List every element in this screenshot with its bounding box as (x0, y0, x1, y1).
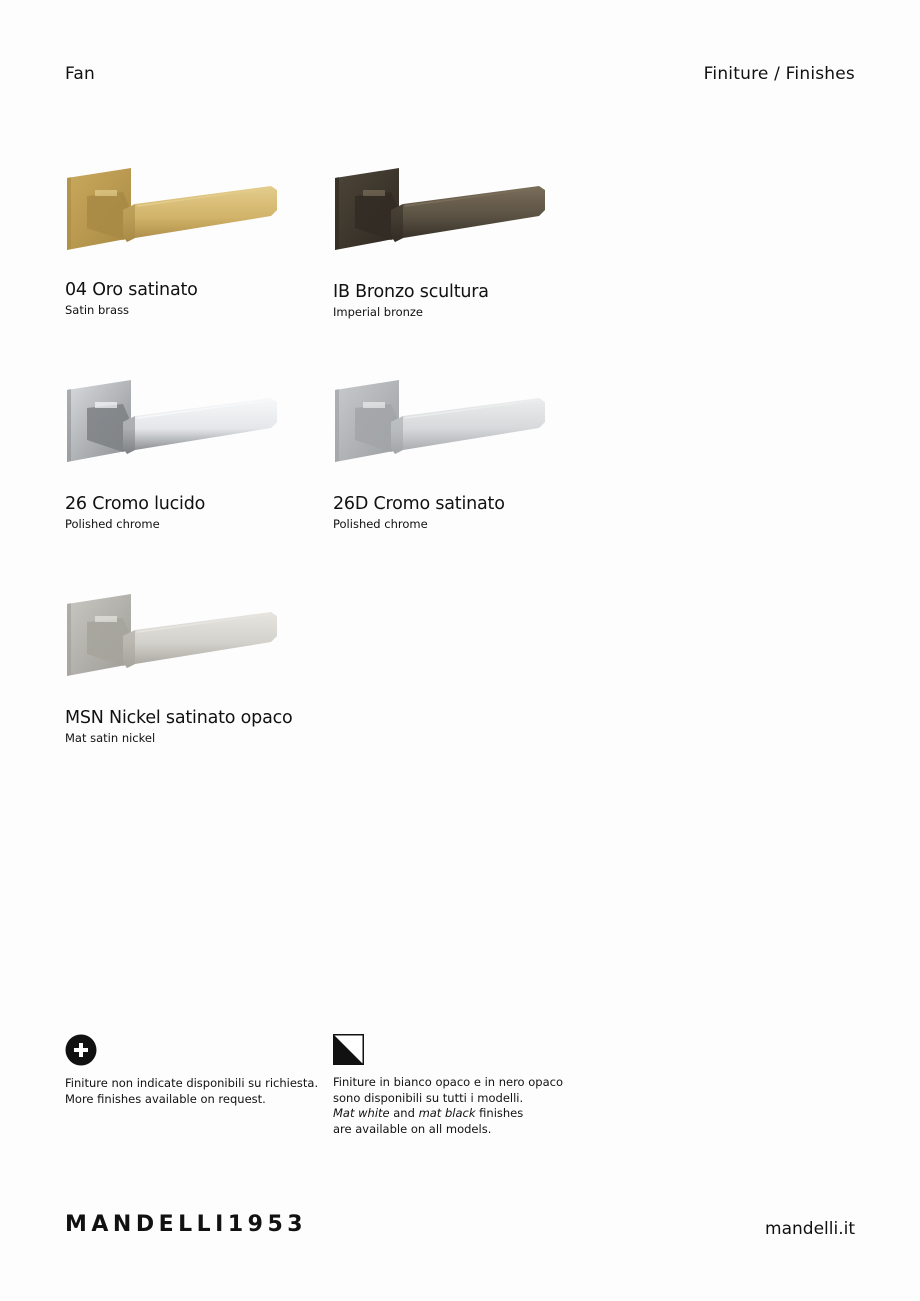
handle-lever (391, 186, 545, 242)
handle-lever (123, 398, 277, 454)
handle-lever-face (123, 416, 135, 454)
finish-name: 26D Cromo satinato (333, 494, 505, 514)
note-more-finishes (65, 1034, 325, 1107)
handle-lever-face (123, 204, 135, 242)
finish-item-imperial-bronze (333, 166, 583, 319)
finish-english: Mat satin nickel (65, 731, 156, 745)
finish-english: Polished chrome (333, 517, 428, 531)
brand-logo: MANDELLI1953 (65, 1212, 308, 1237)
finish-item-mat-satin-nickel (65, 592, 315, 745)
note-line: More finishes available on request. (65, 1091, 266, 1106)
handle-neck-top (363, 190, 385, 196)
note-connector: finishes (475, 1106, 524, 1120)
finish-item-satin-brass (65, 166, 315, 317)
handle-rose-edge (67, 389, 71, 462)
handle-rose-edge (335, 389, 339, 462)
note-emphasis: mat black (418, 1106, 476, 1120)
note-white-black (333, 1034, 593, 1137)
handle-lever-face (123, 630, 135, 668)
door-handle-image (333, 378, 553, 468)
handle-lever (391, 398, 545, 454)
finish-name: 04 Oro satinato (65, 280, 198, 300)
handle-lever (123, 186, 277, 242)
finish-item-satin-chrome (333, 378, 583, 531)
door-handle-image (65, 378, 285, 468)
website-link[interactable]: mandelli.it (765, 1219, 855, 1239)
handle-rose-edge (335, 177, 339, 250)
handle-neck-top (95, 190, 117, 196)
finish-english: Polished chrome (65, 517, 160, 531)
note-emphasis: Mat white (333, 1106, 390, 1120)
finish-name: MSN Nickel satinato opaco (65, 708, 293, 728)
section-title: Finiture / Finishes (703, 64, 855, 84)
finish-english: Imperial bronze (333, 305, 424, 319)
note-line: Finiture non indicate disponibili su richiesta. (65, 1076, 319, 1090)
plus-circle-icon (65, 1034, 97, 1066)
handle-rose-edge (67, 603, 71, 676)
half-black-square-icon (333, 1034, 364, 1065)
finish-name: IB Bronzo scultura (333, 282, 489, 302)
model-name: Fan (65, 64, 96, 84)
handle-neck-top (363, 402, 385, 408)
handle-lever-face (391, 416, 403, 454)
handle-rose-edge (67, 177, 71, 250)
handle-lever (123, 612, 277, 668)
door-handle-image (333, 166, 553, 256)
note-line: Finiture in bianco opaco e in nero opaco (333, 1075, 563, 1089)
note-line: sono disponibili su tutti i modelli. (333, 1090, 524, 1105)
note-connector: and (389, 1106, 419, 1120)
handle-neck-top (95, 402, 117, 408)
note-line: are available on all models. (333, 1121, 492, 1136)
handle-neck-top (95, 616, 117, 622)
finish-name: 26 Cromo lucido (65, 494, 206, 514)
note-line (333, 1106, 593, 1122)
door-handle-image (65, 166, 285, 256)
door-handle-image (65, 592, 285, 682)
finish-english: Satin brass (65, 303, 130, 317)
finish-item-polished-chrome (65, 378, 315, 531)
handle-lever-face (391, 204, 403, 242)
